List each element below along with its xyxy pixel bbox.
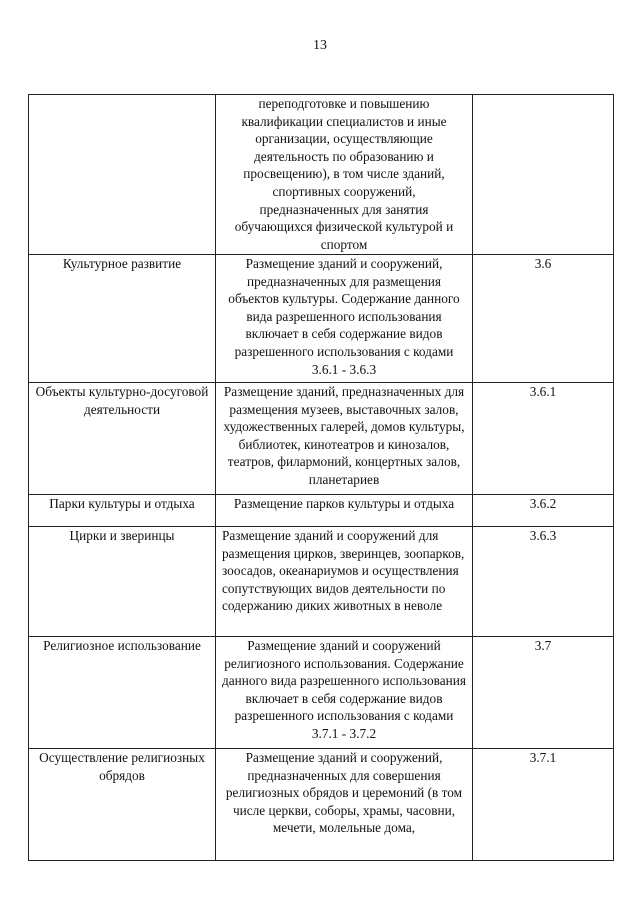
table-row — [29, 495, 614, 527]
use-description-cell: переподготовке и повышению квалификации специалистов и иные организации, осуществляющие деятельность по образованию и просвещению), в том числе зданий, спортивных сооружений, предназначенных для занятия обучающихся физической культурой и спортом — [216, 95, 473, 255]
use-description-cell: Размещение зданий и сооружений для размещения цирков, зверинцев, зоопарков, зоосадов, океанариумов и осуществления сопутствующих видов деятельности по содержанию диких животных в неволе — [216, 527, 473, 637]
table-row — [29, 749, 614, 861]
use-name-cell: Религиозное использование — [29, 637, 216, 749]
table-row — [29, 383, 614, 495]
table-row — [29, 527, 614, 637]
use-name-cell: Культурное развитие — [29, 255, 216, 383]
use-name-cell: Объекты культурно-досуговой деятельности — [29, 383, 216, 495]
use-code-cell — [473, 95, 614, 255]
use-description-cell: Размещение парков культуры и отдыха — [216, 495, 473, 527]
table-row — [29, 255, 614, 383]
use-name-cell: Осуществление религиозных обрядов — [29, 749, 216, 861]
use-description-cell: Размещение зданий и сооружений, предназначенных для размещения объектов культуры. Содержание данного вида разрешенного использования включает в себя содержание видов разрешенного использования с кодами 3.6.1 - 3.6.3 — [216, 255, 473, 383]
use-code-cell: 3.6 — [473, 255, 614, 383]
use-name-cell — [29, 95, 216, 255]
use-code-cell: 3.6.1 — [473, 383, 614, 495]
land-use-table — [28, 94, 614, 861]
table-row — [29, 637, 614, 749]
use-code-cell: 3.7 — [473, 637, 614, 749]
use-code-cell: 3.7.1 — [473, 749, 614, 861]
use-name-cell: Цирки и зверинцы — [29, 527, 216, 637]
use-code-cell: 3.6.2 — [473, 495, 614, 527]
page-number: 13 — [313, 38, 327, 53]
use-description-cell: Размещение зданий, предназначенных для размещения музеев, выставочных залов, художественных галерей, домов культуры, библиотек, кинотеатров и кинозалов, театров, филармоний, концертных залов, планетариев — [216, 383, 473, 495]
use-name-cell: Парки культуры и отдыха — [29, 495, 216, 527]
table-row — [29, 95, 614, 255]
use-description-cell: Размещение зданий и сооружений, предназначенных для совершения религиозных обрядов и церемоний (в том числе церкви, соборы, храмы, часовни, мечети, молельные дома, — [216, 749, 473, 861]
use-code-cell: 3.6.3 — [473, 527, 614, 637]
use-description-cell: Размещение зданий и сооружений религиозного использования. Содержание данного вида разрешенного использования включает в себя содержание видов разрешенного использования с кодами 3.7.1 - 3.7.2 — [216, 637, 473, 749]
